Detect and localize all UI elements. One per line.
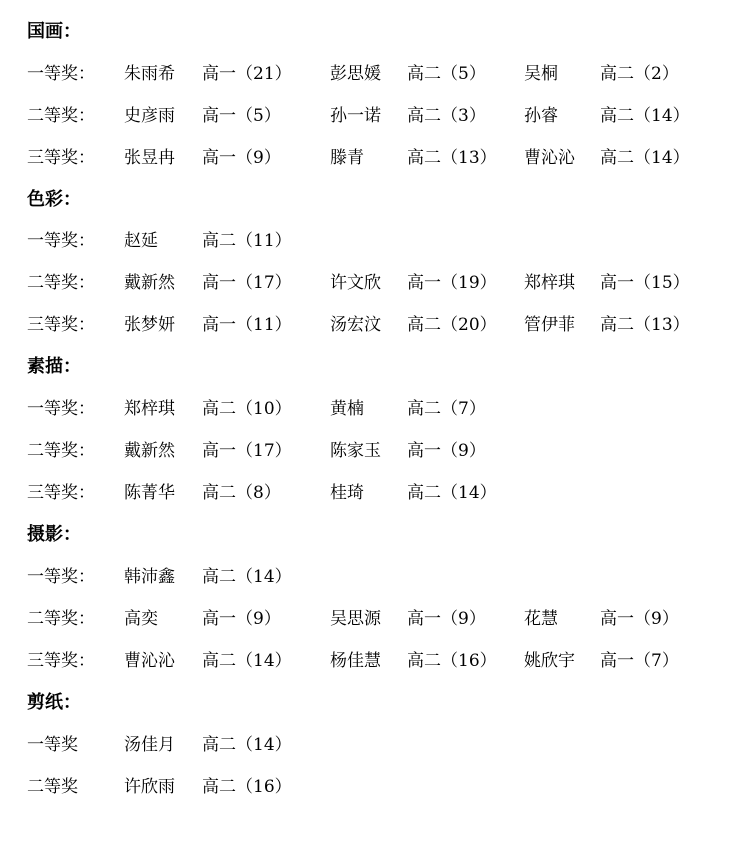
winner-class: 高二（8） [202, 483, 281, 503]
award-row [0, 733, 729, 757]
award-row [0, 397, 729, 421]
section-heading-sumiao: 素描： [27, 356, 81, 377]
award-row [0, 313, 729, 337]
winner-class: 高二（13） [600, 315, 690, 335]
winner-name: 姚欣宇 [524, 651, 575, 671]
section-heading-guohua: 国画： [27, 21, 81, 42]
winner-class: 高一（9） [202, 148, 281, 168]
winner-name: 赵延 [124, 231, 158, 251]
winner-name: 朱雨希 [124, 64, 175, 84]
winner-class: 高一（17） [202, 441, 292, 461]
award-rank: 三等奖： [27, 315, 95, 335]
award-rank: 一等奖： [27, 64, 95, 84]
winner-name: 汤宏汶 [330, 315, 381, 335]
award-rank: 二等奖： [27, 273, 95, 293]
award-row [0, 439, 729, 463]
winner-class: 高一（9） [202, 609, 281, 629]
award-rank: 一等奖 [27, 735, 78, 755]
section-heading-jianzhi: 剪纸： [27, 692, 81, 713]
winner-name: 孙一诺 [330, 106, 381, 126]
winner-name: 吴思源 [330, 609, 381, 629]
winner-class: 高二（14） [600, 148, 690, 168]
award-rank: 三等奖： [27, 651, 95, 671]
award-row [0, 104, 729, 128]
winner-name: 张昱冉 [124, 148, 175, 168]
winner-name: 黄楠 [330, 399, 364, 419]
winner-name: 陈菁华 [124, 483, 175, 503]
winner-class: 高一（7） [600, 651, 679, 671]
winner-class: 高二（14） [202, 567, 292, 587]
winner-class: 高二（2） [600, 64, 679, 84]
winner-class: 高一（17） [202, 273, 292, 293]
winner-name: 孙睿 [524, 106, 558, 126]
winner-class: 高二（7） [407, 399, 486, 419]
award-row [0, 775, 729, 799]
winner-name: 戴新然 [124, 273, 175, 293]
award-row [0, 481, 729, 505]
award-rank: 三等奖： [27, 483, 95, 503]
winner-name: 彭思媛 [330, 64, 381, 84]
section-heading-sheying: 摄影： [27, 524, 81, 545]
award-row [0, 146, 729, 170]
winner-class: 高二（14） [202, 735, 292, 755]
winner-name: 陈家玉 [330, 441, 381, 461]
award-rank: 一等奖： [27, 567, 95, 587]
winner-name: 许文欣 [330, 273, 381, 293]
award-rank: 二等奖 [27, 777, 78, 797]
winner-name: 管伊菲 [524, 315, 575, 335]
winner-name: 戴新然 [124, 441, 175, 461]
winner-name: 桂琦 [330, 483, 364, 503]
award-row [0, 62, 729, 86]
winner-class: 高二（14） [202, 651, 292, 671]
winner-class: 高二（14） [407, 483, 497, 503]
winner-name: 曹沁沁 [124, 651, 175, 671]
winner-class: 高二（5） [407, 64, 486, 84]
winner-name: 许欣雨 [124, 777, 175, 797]
award-row [0, 649, 729, 673]
award-rank: 三等奖： [27, 148, 95, 168]
winner-class: 高一（9） [407, 441, 486, 461]
winner-name: 张梦妍 [124, 315, 175, 335]
winner-name: 曹沁沁 [524, 148, 575, 168]
award-row [0, 271, 729, 295]
winner-name: 韩沛鑫 [124, 567, 175, 587]
award-rank: 二等奖： [27, 609, 95, 629]
winner-class: 高二（16） [202, 777, 292, 797]
winner-class: 高二（20） [407, 315, 497, 335]
award-rank: 二等奖： [27, 441, 95, 461]
winner-name: 史彦雨 [124, 106, 175, 126]
award-rank: 一等奖： [27, 231, 95, 251]
award-rank: 一等奖： [27, 399, 95, 419]
winner-class: 高一（21） [202, 64, 292, 84]
winner-name: 汤佳月 [124, 735, 175, 755]
winner-class: 高二（16） [407, 651, 497, 671]
winner-class: 高二（11） [202, 231, 292, 251]
winner-class: 高一（15） [600, 273, 690, 293]
winner-class: 高二（13） [407, 148, 497, 168]
winner-class: 高一（9） [407, 609, 486, 629]
winner-class: 高一（5） [202, 106, 281, 126]
winner-class: 高一（19） [407, 273, 497, 293]
winner-name: 滕青 [330, 148, 364, 168]
winner-name: 郑梓琪 [124, 399, 175, 419]
winner-name: 杨佳慧 [330, 651, 381, 671]
winner-class: 高二（3） [407, 106, 486, 126]
winner-class: 高一（9） [600, 609, 679, 629]
award-row [0, 565, 729, 589]
section-heading-secai: 色彩： [27, 189, 81, 210]
award-row [0, 229, 729, 253]
winner-name: 花慧 [524, 609, 558, 629]
winner-class: 高一（11） [202, 315, 292, 335]
winner-class: 高二（10） [202, 399, 292, 419]
winner-class: 高二（14） [600, 106, 690, 126]
award-rank: 二等奖： [27, 106, 95, 126]
winner-name: 郑梓琪 [524, 273, 575, 293]
winner-name: 高奕 [124, 609, 158, 629]
winner-name: 吴桐 [524, 64, 558, 84]
award-row [0, 607, 729, 631]
